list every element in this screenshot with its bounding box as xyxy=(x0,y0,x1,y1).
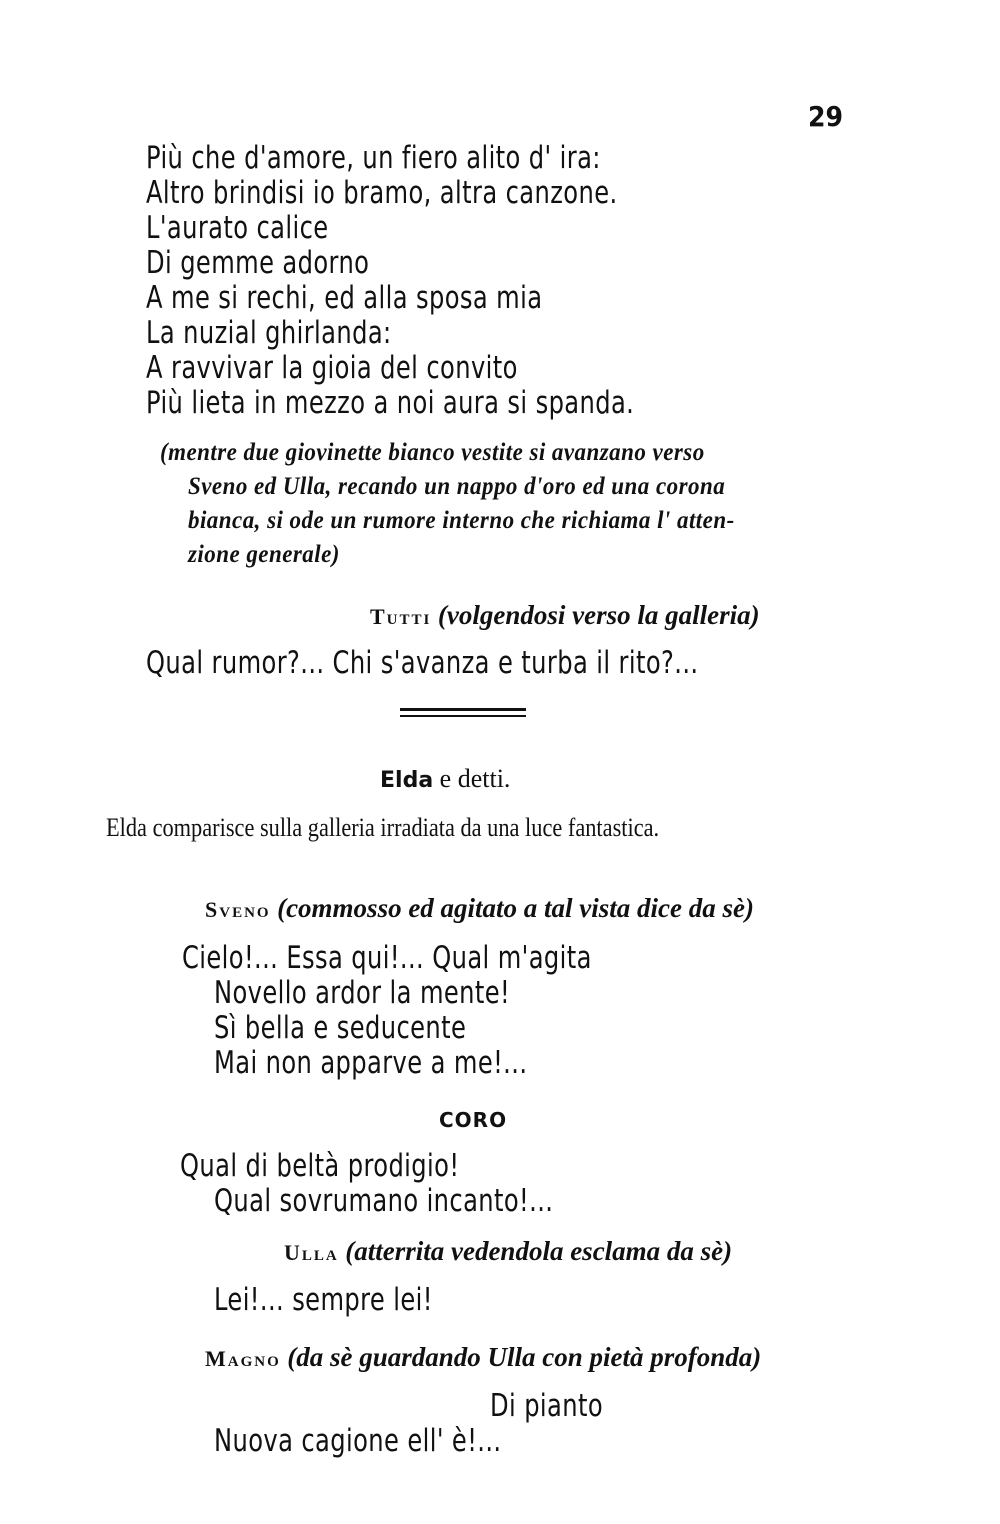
speaker-direction: (commosso ed agitato a tal vista dice da sè) xyxy=(277,893,755,923)
verse-line: Cielo!... Essa qui!... Qual m'agita xyxy=(182,940,592,976)
page-number: 29 xyxy=(808,100,844,133)
verse-line: A ravvivar la gioia del convito xyxy=(146,350,518,386)
stage-direction-line: Sveno ed Ulla, recando un nappo d'oro ed una corona xyxy=(188,473,726,500)
speaker-cue-magno xyxy=(205,1342,761,1373)
verse-line: Qual sovrumano incanto!... xyxy=(214,1183,554,1219)
verse-line: L'aurato calice xyxy=(146,210,329,246)
speaker-cue-ulla xyxy=(284,1236,732,1267)
verse-line: Sì bella e seducente xyxy=(214,1010,467,1046)
verse-line: Qual rumor?... Chi s'avanza e turba il rito?... xyxy=(146,645,699,681)
speaker-name: Tutti xyxy=(370,604,432,629)
stage-direction-line: (mentre due giovinette bianco vestite si avanzano verso xyxy=(160,439,705,466)
speaker-name: Sveno xyxy=(205,897,271,922)
verse-line: La nuzial ghirlanda: xyxy=(146,315,392,351)
verse-line: Nuova cagione ell' è!... xyxy=(214,1423,502,1459)
speaker-cue-tutti xyxy=(370,600,760,631)
stage-direction-line: bianca, si ode un rumore interno che richiama l' atten- xyxy=(188,507,735,534)
speaker-cue-sveno xyxy=(205,893,754,924)
speaker-direction: (volgendosi verso la galleria) xyxy=(437,600,760,630)
stage-direction-line: zione generale) xyxy=(188,541,340,568)
verse-line: Lei!... sempre lei! xyxy=(214,1282,433,1318)
verse-line: Mai non apparve a me!... xyxy=(214,1045,528,1081)
verse-line: Di gemme adorno xyxy=(146,245,370,281)
scene-character: Elda xyxy=(380,768,434,793)
scene-divider xyxy=(400,708,526,720)
verse-line: Altro brindisi io bramo, altra canzone. xyxy=(146,175,618,211)
speaker-direction: (atterrita vedendola esclama da sè) xyxy=(345,1236,733,1266)
speaker-direction: (da sè guardando Ulla con pietà profonda) xyxy=(287,1342,762,1372)
scene-heading-rest: e detti. xyxy=(433,764,511,793)
speaker-name-coro: CORO xyxy=(439,1108,508,1132)
speaker-name: Ulla xyxy=(284,1240,339,1265)
verse-line: Più lieta in mezzo a noi aura si spanda. xyxy=(146,385,635,421)
verse-line: Qual di beltà prodigio! xyxy=(180,1148,460,1184)
speaker-name: Magno xyxy=(205,1346,281,1371)
scene-heading xyxy=(380,764,510,794)
verse-line: Di pianto xyxy=(490,1388,604,1424)
scene-description: Elda comparisce sulla galleria irradiata da una luce fantastica. xyxy=(106,813,660,842)
verse-line: Novello ardor la mente! xyxy=(214,975,511,1011)
verse-line: Più che d'amore, un fiero alito d' ira: xyxy=(146,140,601,176)
verse-line: A me si rechi, ed alla sposa mia xyxy=(146,280,543,316)
